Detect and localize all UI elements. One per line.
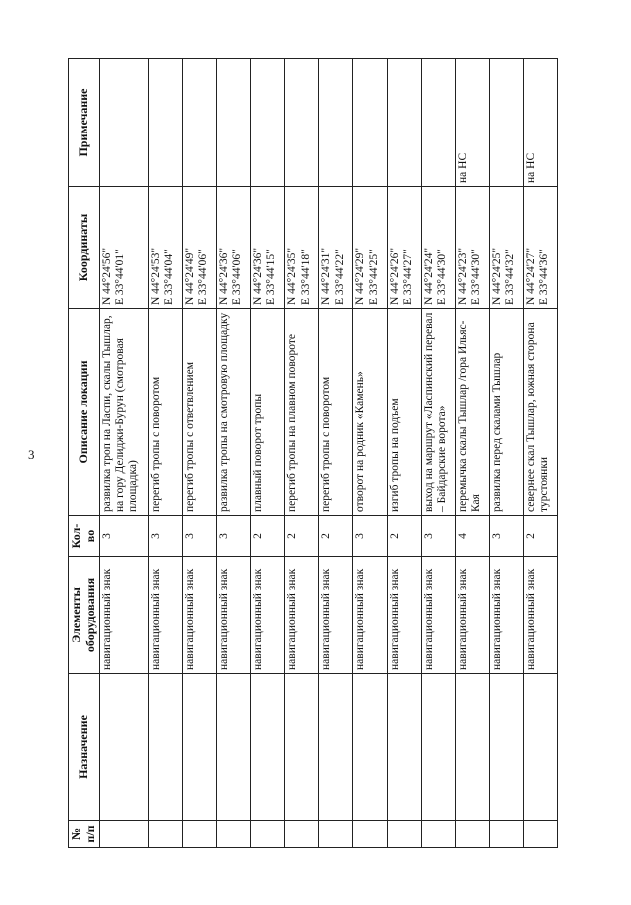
cell-description: развилка перед скалами Тышлар: [489, 309, 523, 516]
cell-elements: навигационный знак: [523, 557, 557, 674]
cell-purpose: [251, 674, 285, 821]
latitude: N 44°24'23": [456, 247, 469, 305]
cell-no: [217, 821, 251, 848]
page-number: 3: [28, 447, 35, 462]
cell-elements: навигационный знак: [387, 557, 421, 674]
cell-qty: 2: [251, 516, 285, 557]
cell-no: [489, 821, 523, 848]
latitude: N 44°24'36": [218, 247, 231, 305]
table-row: [99, 59, 148, 848]
cell-note: [99, 59, 148, 187]
cell-no: [353, 821, 387, 848]
cell-description: развилка тропы на смотровую площадку: [217, 309, 251, 516]
table-body: [99, 59, 557, 848]
cell-elements: навигационный знак: [319, 557, 353, 674]
cell-elements: навигационный знак: [353, 557, 387, 674]
header-coordinates: Координаты: [69, 187, 100, 309]
longitude: E 33°44'15": [265, 249, 278, 305]
latitude: N 44°24'49": [184, 247, 197, 305]
table-header-row: [69, 59, 100, 848]
cell-purpose: [387, 674, 421, 821]
latitude: N 44°24'31": [320, 247, 333, 305]
table-row: [217, 59, 251, 848]
cell-qty: 2: [523, 516, 557, 557]
cell-note: [148, 59, 182, 187]
cell-note: [183, 59, 217, 187]
table-row: [251, 59, 285, 848]
latitude: N 44°24'27": [524, 247, 537, 305]
cell-coordinates: [387, 187, 421, 309]
table-row: [319, 59, 353, 848]
cell-qty: 2: [319, 516, 353, 557]
longitude: E 33°44'30": [469, 249, 482, 305]
header-qty: Кол-во: [69, 516, 100, 557]
cell-elements: навигационный знак: [421, 557, 455, 674]
cell-elements: навигационный знак: [217, 557, 251, 674]
latitude: N 44°24'35": [286, 247, 299, 305]
cell-elements: навигационный знак: [148, 557, 182, 674]
cell-elements: навигационный знак: [183, 557, 217, 674]
cell-no: [387, 821, 421, 848]
cell-description: выход на маршрут «Ласпинский перевал – Байдарские ворота»: [421, 309, 455, 516]
table-row: [353, 59, 387, 848]
cell-no: [99, 821, 148, 848]
cell-coordinates: [353, 187, 387, 309]
cell-no: [251, 821, 285, 848]
longitude: E 33°44'22": [333, 249, 346, 305]
cell-purpose: [285, 674, 319, 821]
longitude: E 33°44'32": [503, 249, 516, 305]
longitude: E 33°44'06": [197, 249, 210, 305]
cell-qty: 2: [285, 516, 319, 557]
latitude: N 44°24'56": [100, 247, 113, 305]
cell-no: [455, 821, 489, 848]
cell-purpose: [523, 674, 557, 821]
cell-qty: 3: [99, 516, 148, 557]
cell-elements: навигационный знак: [251, 557, 285, 674]
longitude: E 33°44'18": [299, 249, 312, 305]
cell-elements: навигационный знак: [489, 557, 523, 674]
longitude: E 33°44'36": [538, 249, 551, 305]
cell-coordinates: [455, 187, 489, 309]
cell-coordinates: [99, 187, 148, 309]
cell-note: на НС: [523, 59, 557, 187]
cell-purpose: [217, 674, 251, 821]
table-row: [421, 59, 455, 848]
cell-qty: 3: [353, 516, 387, 557]
cell-coordinates: [183, 187, 217, 309]
longitude: E 33°44'27": [401, 249, 414, 305]
cell-description: перегиб тропы с поворотом: [148, 309, 182, 516]
cell-note: [285, 59, 319, 187]
cell-description: перемычка скалы Тышлар /гора Ильяс-Кая: [455, 309, 489, 516]
header-note: Примечание: [69, 59, 100, 187]
cell-qty: 3: [489, 516, 523, 557]
header-elements: Элементы оборудования: [69, 557, 100, 674]
header-purpose: Назначение: [69, 674, 100, 821]
table-row: [183, 59, 217, 848]
header-no: № п/п: [69, 821, 100, 848]
cell-coordinates: [148, 187, 182, 309]
cell-coordinates: [319, 187, 353, 309]
cell-purpose: [99, 674, 148, 821]
latitude: N 44°24'24": [422, 247, 435, 305]
cell-coordinates: [217, 187, 251, 309]
locations-table-wrapper: [68, 58, 558, 848]
cell-purpose: [421, 674, 455, 821]
cell-coordinates: [251, 187, 285, 309]
cell-description: перегиб тропы на плавном повороте: [285, 309, 319, 516]
cell-qty: 3: [421, 516, 455, 557]
table-row: [523, 59, 557, 848]
cell-no: [285, 821, 319, 848]
latitude: N 44°24'36": [252, 247, 265, 305]
cell-elements: навигационный знак: [285, 557, 319, 674]
cell-note: на НС: [455, 59, 489, 187]
cell-qty: 3: [183, 516, 217, 557]
cell-qty: 3: [148, 516, 182, 557]
locations-table: [68, 58, 558, 848]
longitude: E 33°44'25": [367, 249, 380, 305]
longitude: E 33°44'30": [435, 249, 448, 305]
header-description: Описание локации: [69, 309, 100, 516]
cell-note: [251, 59, 285, 187]
cell-purpose: [183, 674, 217, 821]
cell-purpose: [148, 674, 182, 821]
cell-purpose: [353, 674, 387, 821]
table-row: [489, 59, 523, 848]
cell-description: отворот на родник «Камень»: [353, 309, 387, 516]
table-row: [285, 59, 319, 848]
cell-description: перегиб тропы с поворотом: [319, 309, 353, 516]
longitude: E 33°44'01": [113, 249, 126, 305]
latitude: N 44°24'53": [149, 247, 162, 305]
latitude: N 44°24'25": [490, 247, 503, 305]
longitude: E 33°44'04": [163, 249, 176, 305]
cell-purpose: [319, 674, 353, 821]
cell-no: [148, 821, 182, 848]
cell-qty: 2: [387, 516, 421, 557]
cell-description: севернее скал Тышлар, южная сторона турстоянки: [523, 309, 557, 516]
cell-purpose: [455, 674, 489, 821]
table-row: [455, 59, 489, 848]
cell-elements: навигационный знак: [99, 557, 148, 674]
cell-note: [319, 59, 353, 187]
latitude: N 44°24'29": [354, 247, 367, 305]
longitude: E 33°44'06": [231, 249, 244, 305]
latitude: N 44°24'26": [388, 247, 401, 305]
cell-note: [421, 59, 455, 187]
cell-elements: навигационный знак: [455, 557, 489, 674]
cell-note: [489, 59, 523, 187]
cell-no: [421, 821, 455, 848]
cell-description: перегиб тропы с ответвлением: [183, 309, 217, 516]
table-row: [148, 59, 182, 848]
cell-description: изгиб тропы на подъем: [387, 309, 421, 516]
cell-coordinates: [421, 187, 455, 309]
cell-qty: 4: [455, 516, 489, 557]
cell-purpose: [489, 674, 523, 821]
cell-coordinates: [285, 187, 319, 309]
cell-no: [319, 821, 353, 848]
cell-note: [387, 59, 421, 187]
cell-coordinates: [489, 187, 523, 309]
cell-qty: 3: [217, 516, 251, 557]
cell-note: [217, 59, 251, 187]
cell-no: [523, 821, 557, 848]
cell-description: плавный поворот тропы: [251, 309, 285, 516]
table-row: [387, 59, 421, 848]
cell-note: [353, 59, 387, 187]
cell-no: [183, 821, 217, 848]
cell-coordinates: [523, 187, 557, 309]
cell-description: развилка троп на Ласпи, скалы Тышлар, на гору Делиджи-Бурун (смотровая площадка): [99, 309, 148, 516]
